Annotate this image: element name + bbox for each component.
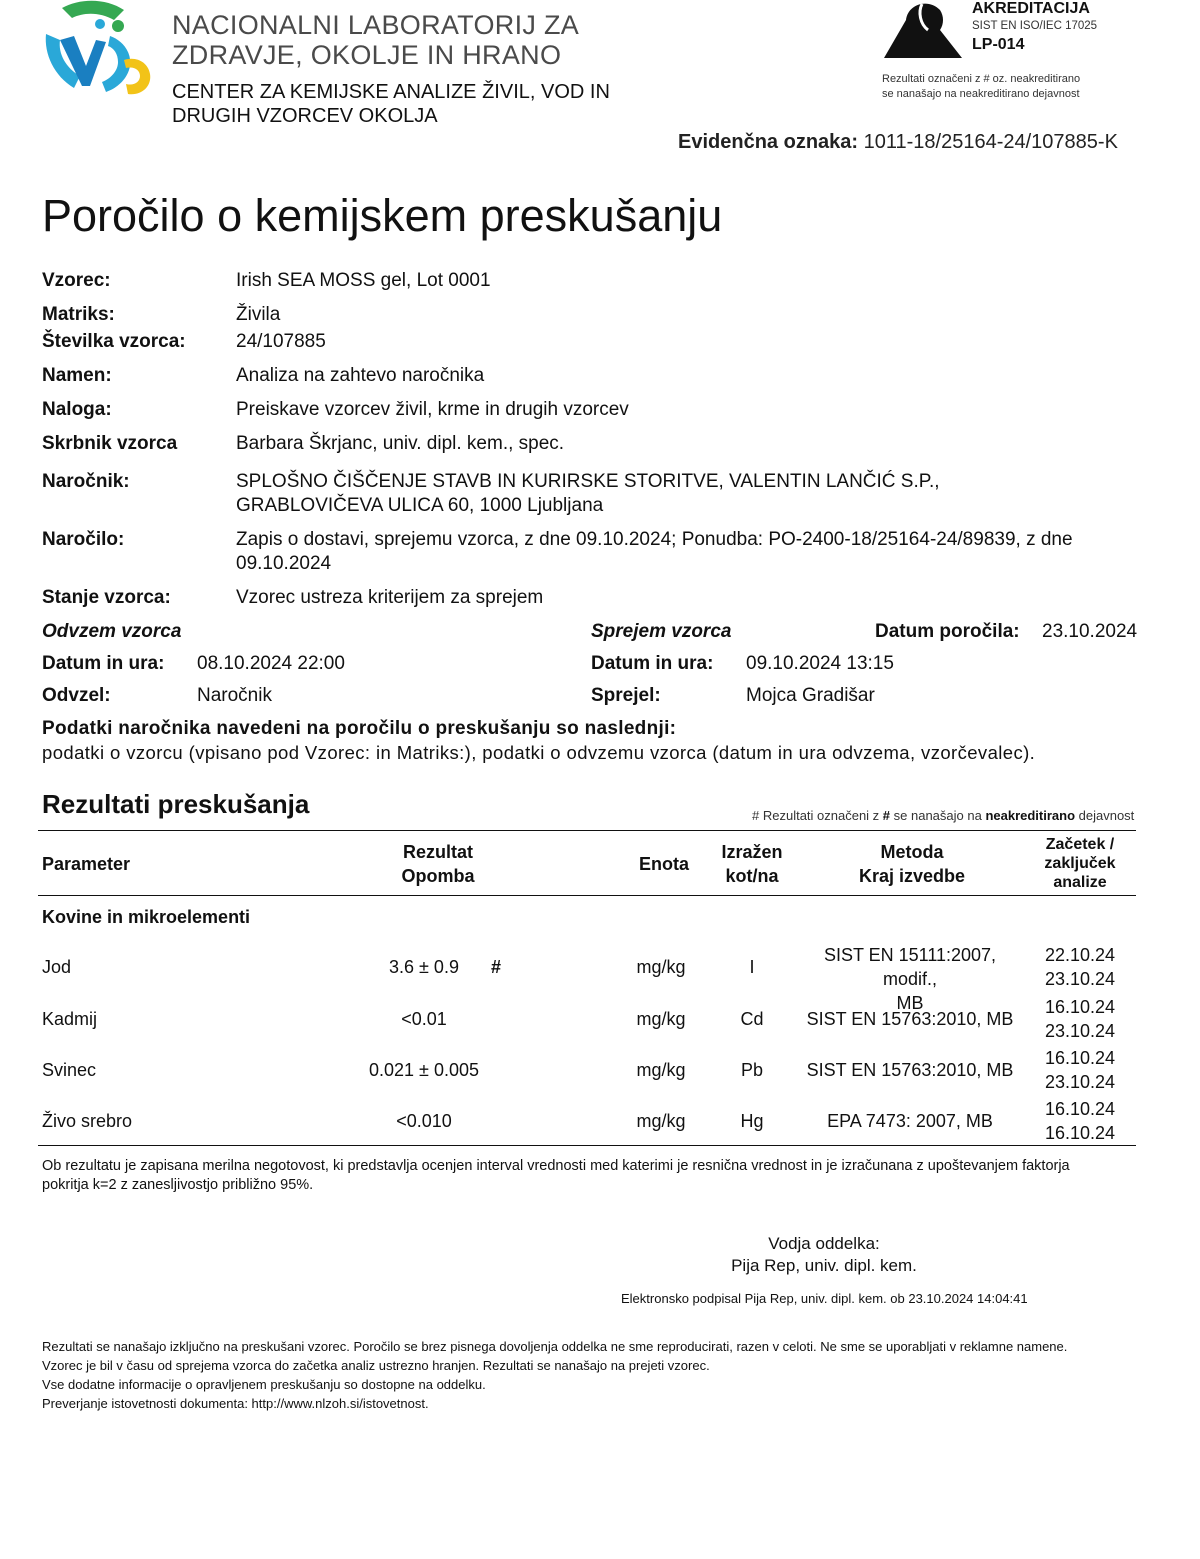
task-label: Naloga: [42, 399, 112, 420]
signature-role: Vodja oddelka: [768, 1234, 880, 1253]
client-label: Naročnik: [42, 471, 130, 492]
collection-heading: Odvzem vzorca [42, 621, 182, 642]
accreditation-title: AKREDITACIJA [972, 0, 1090, 17]
report-date-value: 23.10.2024 [1042, 621, 1138, 642]
collection-datetime-value: 08.10.2024 22:00 [197, 653, 345, 674]
row-zivo-srebro-method: EPA 7473: 2007, MB [827, 1111, 993, 1131]
row-zivo-srebro-result: <0.010 [396, 1111, 452, 1131]
row-svinec-expressed: Pb [740, 1060, 764, 1080]
row-zivo-srebro-unit: mg/kg [636, 1111, 686, 1131]
org-name: NACIONALNI LABORATORIJ ZA ZDRAVJE, OKOLJE IN HRANO [172, 10, 580, 70]
row-jod-result: 3.6 ± 0.9 [389, 957, 459, 977]
row-zivo-srebro-dates: 16.10.24 16.10.24 [1044, 1099, 1116, 1143]
evidence-label: Evidenčna oznaka: [678, 131, 859, 153]
row-svinec-result: 0.021 ± 0.005 [369, 1060, 479, 1080]
task-value: Preiskave vzorcev živil, krme in drugih vzorcev [236, 399, 629, 420]
nlzoh-logo [40, 0, 158, 100]
row-svinec-method: SIST EN 15763:2010, MB [806, 1060, 1014, 1080]
reception-datetime-value: 09.10.2024 13:15 [746, 653, 894, 674]
reception-by-label: Sprejel: [591, 685, 661, 706]
row-jod-note: # [491, 957, 502, 977]
condition-value: Vzorec ustreza kriterijem za sprejem [236, 587, 544, 608]
row-svinec-dates: 16.10.24 23.10.24 [1044, 1048, 1116, 1092]
row-kadmij-result: <0.01 [401, 1009, 447, 1029]
accreditation-logo [882, 0, 964, 62]
disclaimer-2: Vzorec je bil v času od sprejema vzorca do začetka analiz ustrezno hranjen. Rezultati se nanašajo na prejeti vzorec. [42, 1358, 710, 1373]
center-name: CENTER ZA KEMIJSKE ANALIZE ŽIVIL, VOD IN DRUGIH VZORCEV OKOLJA [172, 81, 610, 127]
col-dates: Začetek / zaključek analize [1044, 836, 1116, 891]
client-value: SPLOŠNO ČIŠČENJE STAVB IN KURIRSKE STORITVE, VALENTIN LANČIĆ S.P., GRABLOVIČEVA ULICA 60, 1000 Ljubljana [236, 471, 940, 516]
reception-heading: Sprejem vzorca [591, 621, 732, 642]
row-kadmij-unit: mg/kg [636, 1009, 686, 1029]
disclaimer-3: Vse dodatne informacije o opravljenem preskušanju so dostopne na oddelku. [42, 1377, 486, 1392]
results-title: Rezultati preskušanja [42, 789, 310, 819]
row-svinec-parameter: Svinec [42, 1060, 97, 1080]
client-data-title: Podatki naročnika navedeni na poročilu o preskušanju so naslednji: [42, 718, 677, 739]
reception-by-value: Mojca Gradišar [746, 685, 875, 706]
results-nonaccredited-note: # Rezultati označeni z # se nanašajo na neakreditirano dejavnost [752, 808, 1135, 823]
col-expressed: Izražen kot/na [721, 842, 783, 886]
report-title: Poročilo o kemijskem preskušanju [42, 190, 723, 241]
table-header-rule [38, 895, 1136, 896]
table-bottom-rule [38, 1145, 1136, 1146]
col-parameter: Parameter [42, 854, 131, 874]
signature-name: Pija Rep, univ. dipl. kem. [731, 1256, 917, 1275]
purpose-label: Namen: [42, 365, 112, 386]
row-kadmij-expressed: Cd [740, 1009, 764, 1029]
order-value: Zapis o dostavi, sprejemu vzorca, z dne 09.10.2024; Ponudba: PO-2400-18/25164-24/89839, z dne 09.10.2024 [236, 529, 1073, 574]
uncertainty-footnote: Ob rezultatu je zapisana merilna negotovost, ki predstavlja ocenjen interval vrednosti med katerimi je resnična vrednost in je izračunana z upoštevanjem faktorja pokritja k=2 z zanesljivostjo približno 95%. [42, 1158, 1070, 1193]
collection-by-value: Naročnik [197, 685, 272, 706]
reception-datetime-label: Datum in ura: [591, 653, 714, 674]
row-zivo-srebro-parameter: Živo srebro [42, 1111, 133, 1131]
accreditation-code: LP-014 [972, 36, 1025, 53]
row-svinec-unit: mg/kg [636, 1060, 686, 1080]
client-data-text: podatki o vzorcu (vpisano pod Vzorec: in Matriks:), podatki o odvzemu vzorca (datum in ura odvzema, vzorčevalec). [42, 742, 1036, 763]
col-result: Rezultat Opomba [401, 842, 475, 886]
sample-label: Vzorec: [42, 270, 111, 291]
collection-datetime-label: Datum in ura: [42, 653, 165, 674]
sample-value: Irish SEA MOSS gel, Lot 0001 [236, 270, 491, 291]
sample-number-label: Številka vzorca: [42, 331, 186, 352]
evidence-number [678, 131, 1118, 154]
matrix-value: Živila [236, 304, 281, 325]
custodian-label: Skrbnik vzorca [42, 433, 178, 454]
accreditation-standard: SIST EN ISO/IEC 17025 [972, 20, 1098, 32]
evidence-value: 1011-18/25164-24/107885-K [863, 131, 1118, 153]
row-jod-unit: mg/kg [636, 957, 686, 977]
row-jod-expressed: I [749, 957, 755, 977]
row-zivo-srebro-expressed: Hg [740, 1111, 764, 1131]
sample-number-value: 24/107885 [236, 331, 326, 352]
row-jod-dates: 22.10.24 23.10.24 [1044, 945, 1116, 989]
disclaimer-1: Rezultati se nanašajo izključno na preskušani vzorec. Poročilo se brez pisnega dovoljenja oddelka ne sme reproducirati, razen v celoti. Ne sme se uporabljati v reklamne namene. [42, 1339, 1068, 1354]
row-kadmij-dates: 16.10.24 23.10.24 [1044, 997, 1116, 1041]
electronic-signature: Elektronsko podpisal Pija Rep, univ. dipl. kem. ob 23.10.2024 14:04:41 [621, 1291, 1028, 1306]
matrix-label: Matriks: [42, 304, 115, 325]
collection-by-label: Odvzel: [42, 685, 111, 706]
col-unit: Enota [638, 854, 689, 874]
purpose-value: Analiza na zahtevo naročnika [236, 365, 485, 386]
row-jod-method: SIST EN 15111:2007, modif., MB [823, 945, 997, 1013]
table-top-rule [38, 830, 1136, 831]
order-label: Naročilo: [42, 529, 125, 550]
custodian-value: Barbara Škrjanc, univ. dipl. kem., spec. [236, 433, 565, 454]
condition-label: Stanje vzorca: [42, 587, 171, 608]
disclaimer-4: Preverjanje istovetnosti dokumenta: http://www.nlzoh.si/istovetnost. [42, 1396, 429, 1411]
col-method: Metoda Kraj izvedbe [858, 842, 966, 886]
row-jod-parameter: Jod [42, 957, 72, 977]
group-heading: Kovine in mikroelementi [42, 907, 251, 927]
row-kadmij-method: SIST EN 15763:2010, MB [806, 1009, 1014, 1029]
accreditation-note: Rezultati označeni z # oz. neakreditirano se nanašajo na neakreditirano dejavnost [882, 73, 1081, 100]
report-date-label: Datum poročila: [875, 621, 1020, 642]
row-kadmij-parameter: Kadmij [42, 1009, 98, 1029]
